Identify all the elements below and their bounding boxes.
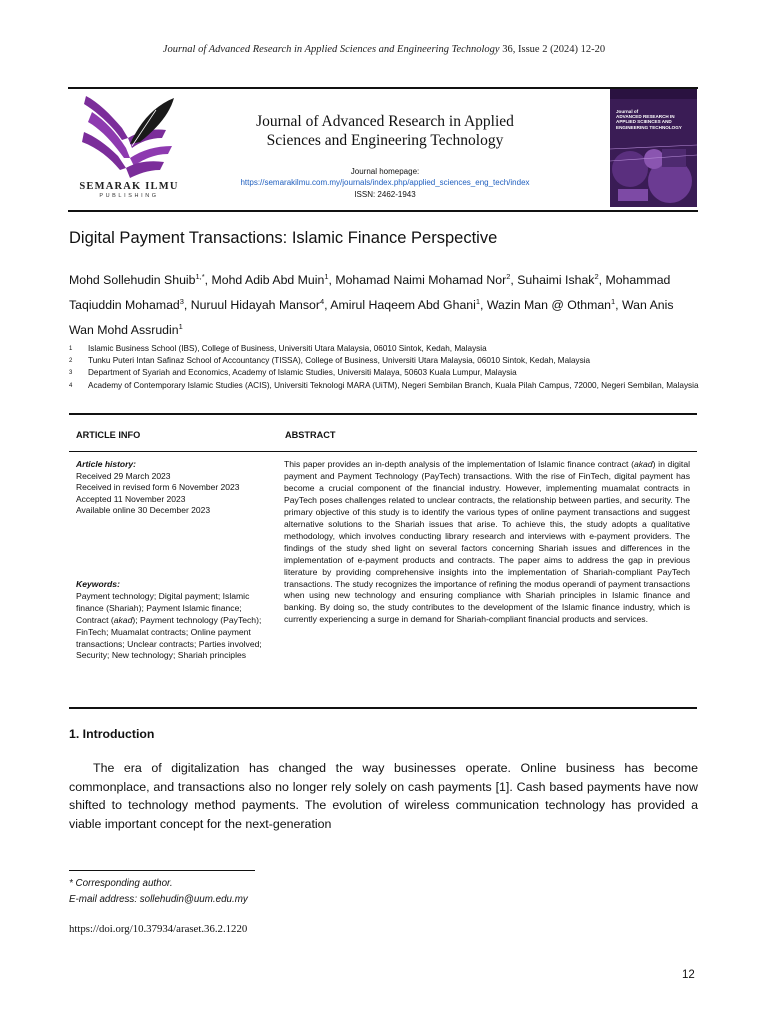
info-top-rule [69,413,697,415]
corresponding-email: E-mail address: sollehudin@uum.edu.my [69,894,248,905]
introduction-paragraph: The era of digitalization has changed the way businesses operate. Online business has become commonplace, and transactions also no longer rely solely on cash payments [1]. Cash based payments have now shifted to technology method payments. The evolution of wireless communication technology has provided a viable important concept for the next-generation [69,761,698,831]
journal-title-line2: Sciences and Engineering Technology [266,132,504,149]
author: Wazin Man @ Othman$^1$, [486,297,623,313]
cover-artwork [610,89,697,207]
author: Mohd Sollehudin Shuib$^{1,*}$, [69,272,212,288]
cover-line: ADVANCED RESEARCH IN [616,114,675,120]
running-head [0,44,768,55]
affiliation: 3 Department of Syariah and Economics, Academy of Islamic Studies, Universiti Malaya, 50603 Kuala Lumpur, Malaysia [69,368,517,378]
author: Mohamad Naimi Mohamad Nor$^2$, [335,272,518,288]
author: Amirul Haqeem Abd Ghani$^1$, [330,297,487,313]
article-history-label: Article history: [76,459,136,469]
abstract-heading: ABSTRACT [285,430,336,440]
article-history [76,459,276,517]
footnote-rule [69,870,255,871]
history-entry: Received 29 March 2023 [76,470,171,481]
article-info-heading: ARTICLE INFO [76,430,141,440]
history-entry: Accepted 11 November 2023 [76,493,186,504]
author-list [69,266,699,341]
affiliation: 1 Islamic Business School (IBS), College of Business, Universiti Utara Malaysia, 06010 Sintok, Kedah, Malaysia [69,344,487,353]
homepage-label: Journal homepage: [350,167,420,176]
running-head-journal: Journal of Advanced Research in Applied Sciences and Engineering Technology [162,44,500,55]
journal-cover-image [610,89,697,207]
info-bottom-rule [69,707,697,709]
journal-title [215,112,555,150]
publisher-logo [70,92,188,204]
history-entry: Available online 30 December 2023 [76,505,211,516]
cover-line: Journal of [616,109,639,114]
keywords [76,579,276,662]
info-header-rule [69,451,697,452]
author: Mohd Adib Abd Muin$^1$, [211,272,336,288]
cover-line: APPLIED SCIENCES AND [616,119,672,125]
journal-title-line1: Journal of Advanced Research in Applied [256,113,514,130]
author: Wan Anis Wan Mohd Assrudin$^1$ [69,298,674,338]
paper-title: Digital Payment Transactions: Islamic Finance Perspective [69,229,498,247]
issn: ISSN: 2462-1943 [354,190,416,199]
cover-title [616,109,694,130]
doi-link[interactable]: https://doi.org/10.37934/araset.36.2.1220 [69,923,248,935]
affiliation: 2 Tunku Puteri Intan Safinaz School of Accountancy (TISSA), College of Business, Universiti Utara Malaysia, 06010 Sintok, Kedah, Malaysia [69,356,591,366]
logo-subtitle: PUBLISHING [99,193,159,199]
corresponding-author-note: * Corresponding author. [69,878,173,889]
history-entry: Received in revised form 6 November 2023 [76,482,240,493]
author: Suhaimi Ishak$^2$, [517,272,606,288]
keywords-label: Keywords: [76,579,120,589]
book-quill-icon [70,92,188,180]
keywords-text: Payment technology; Digital payment; Islamic finance (Shariah); Payment Islamic finance; Contract (akad); Payment technology (PayTech); FinTech; Muamalat contracts; Online payment transactions; Unclear contracts; Parties involved; Security; New technology; Shariah principles [76,590,262,661]
logo-title: SEMARAK ILMU [79,181,179,192]
homepage-link[interactable]: https://semarakilmu.com.my/journals/index.php/applied_sciences_eng_tech/index [240,178,530,187]
section-heading-introduction: 1. Introduction [69,727,155,741]
abstract-text: This paper provides an in-depth analysis of the implementation of Islamic finance contract (akad) in digital payment and Payment Technology (PayTech) transactions. With the rise of FinTech, digital payment has become a crucial component of the financial industry. However, implementing muamalat contracts in PayTech poses challenges related to unclear contracts, the relationship between parties, and security. The primary objective of this study is to identify the various types of online payment transactions and suggest alternative solutions to the Shariah issues that arise. To achieve this, the study adopts a qualitative methodology, which involves conducting library research and interviews with e-payment providers. The findings of the study shed light on several factors concerning Shariah issues and differences in the implementation of e-payment products and contracts. The paper aims to address the gap in previous literature by providing comprehensive insights into the implementation of Shariah-compliant PayTech transactions. The study recognizes the importance of refining the modus operandi of payment transactions when using new technology and ensuring compliance with Shariah principles in Islamic finance and banking. By doing so, the study contributes to the development of the Islamic finance industry, which is currently experiencing a surge in demand for Shariah-compliant financial products and services. [284,459,691,625]
affiliation-list [69,343,699,392]
author: Nuruul Hidayah Mansor$^4$, [190,297,331,313]
cover-line: ENGINEERING TECHNOLOGY [616,124,682,130]
running-head-volume: 36, Issue 2 (2024) 12-20 [499,44,606,55]
author: Mohammad Taqiuddin Mohamad$^3$, [69,273,671,313]
page-number: 12 [682,969,695,981]
affiliation: 4 Academy of Contemporary Islamic Studies (ACIS), Universiti Teknologi MARA (UiTM), Negeri Sembilan Branch, Kuala Pilah Campus, 72000, Negeri Sembilan, Malaysia [69,380,699,390]
